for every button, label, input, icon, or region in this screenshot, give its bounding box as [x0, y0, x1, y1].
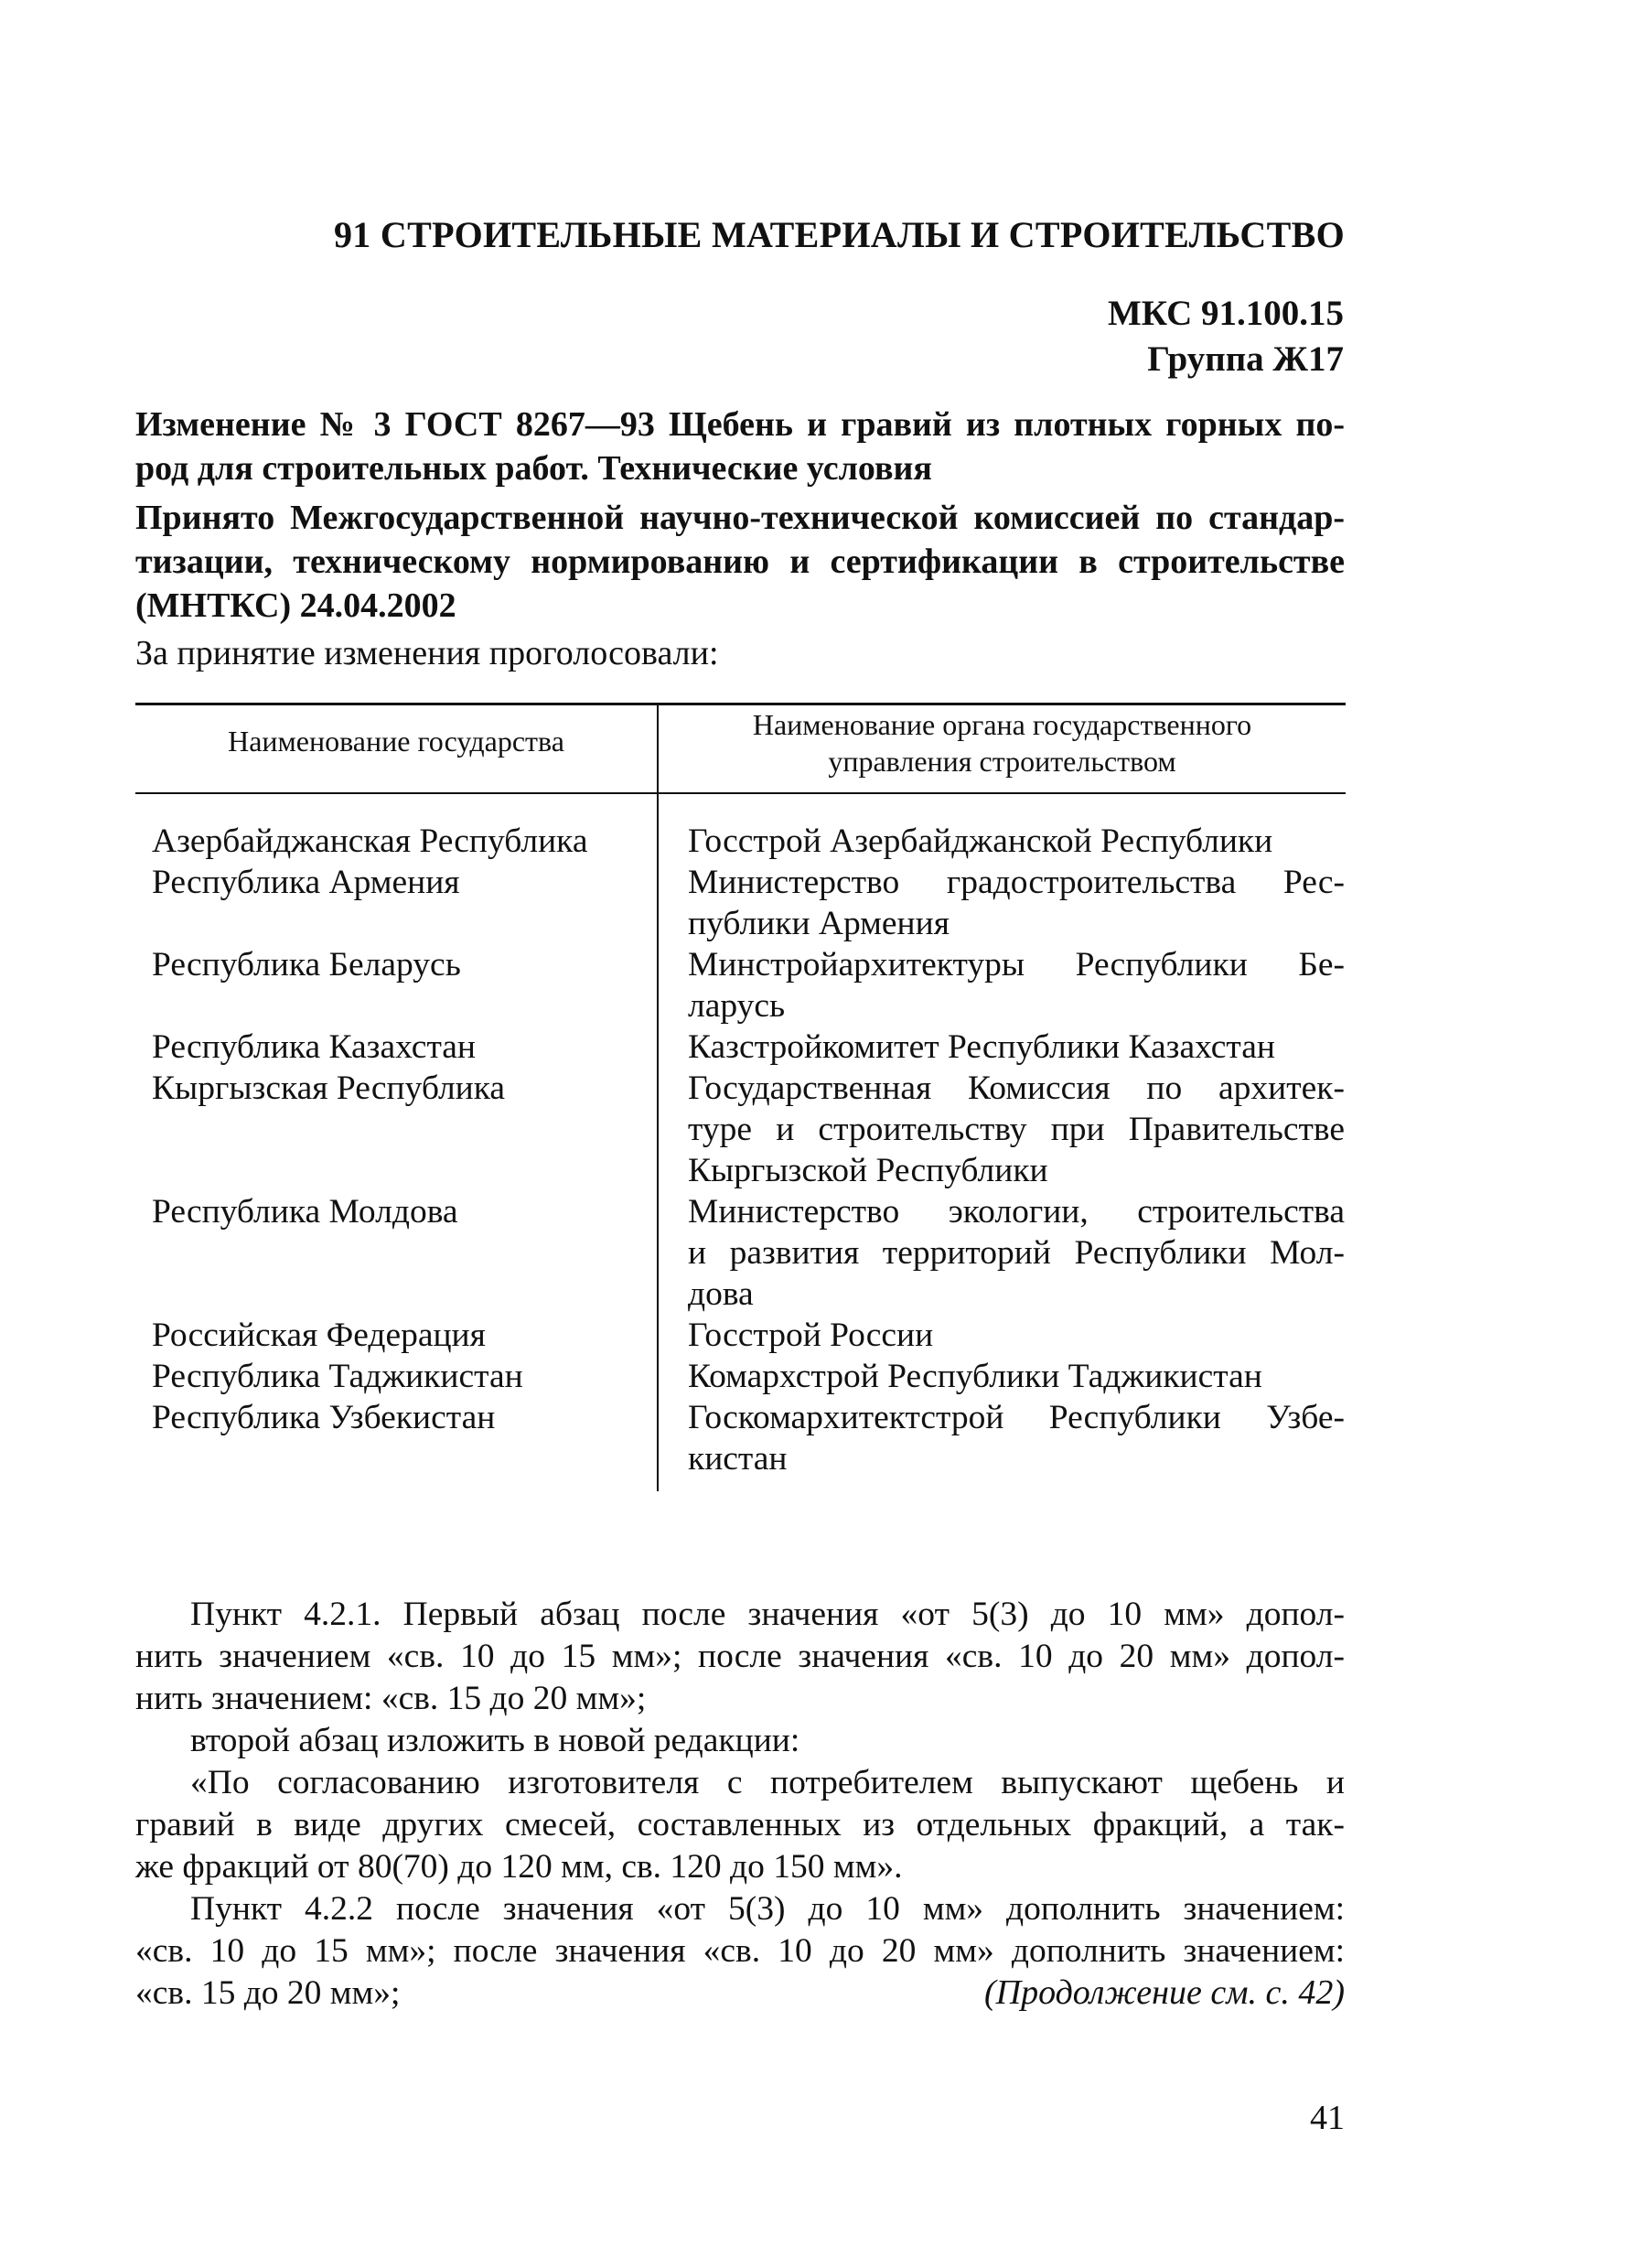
text-line: «св. 10 до 15 мм»; после значения «св. 10 до 20 мм» дополнить значением: [135, 1932, 1345, 1970]
text-line: «св. 15 до 20 мм»; [135, 1974, 401, 2012]
text-line: ларусь [688, 987, 786, 1025]
text-line: Казстройкомитет Республики Казахстан [688, 1028, 1275, 1066]
state-name: Республика Казахстан [152, 1028, 476, 1066]
text-line: Государственная Комиссия по архитек- [688, 1070, 1345, 1107]
text-line: Пункт 4.2.1. Первый абзац после значения «от 5(3) до 10 мм» допол- [190, 1596, 1345, 1633]
header-organ-line: Наименование органа государственного [752, 708, 1252, 741]
text-line: род для строительных работ. Технические условия [135, 449, 932, 488]
table-column-divider [657, 703, 659, 1491]
text-line: нить значением «св. 10 до 15 мм»; после значения «св. 10 до 20 мм» допол- [135, 1638, 1345, 1675]
organ-name [688, 944, 1345, 1027]
text-line: публики Армения [688, 905, 950, 942]
text-line: Кыргызской Республики [688, 1152, 1048, 1189]
text-line: Принято Межгосударственной научно-технической комиссией по стандар- [135, 499, 1345, 537]
text-line: второй абзац изложить в новой редакции: [190, 1722, 800, 1759]
state-name: Республика Узбекистан [152, 1399, 496, 1436]
page-number: 41 [1310, 2099, 1345, 2137]
organ-name [688, 1315, 1345, 1356]
state-name: Азербайджанская Республика [152, 822, 588, 860]
state-name: Кыргызская Республика [152, 1070, 506, 1107]
mks-code: МКС 91.100.15 [1107, 294, 1344, 333]
change-title [135, 403, 1345, 490]
text-line: гравий в виде других смесей, составленных из отдельных фракций, а так- [135, 1806, 1345, 1843]
body-paragraph [135, 1762, 1345, 1888]
section-heading: 91 СТРОИТЕЛЬНЫЕ МАТЕРИАЛЫ И СТРОИТЕЛЬСТВО [334, 214, 1345, 255]
text-line: Министерство градостроительства Рес- [688, 864, 1345, 901]
text-line: дова [688, 1275, 754, 1313]
organ-name [688, 862, 1345, 944]
text-line: Госкомархитектстрой Республики Узбе- [688, 1399, 1345, 1436]
organ-name [688, 1027, 1345, 1068]
organ-name [688, 1356, 1345, 1397]
text-line: кистан [688, 1440, 788, 1478]
text-line: Изменение № 3 ГОСТ 8267—93 Щебень и гравий из плотных горных по- [135, 405, 1345, 444]
state-name: Российская Федерация [152, 1317, 486, 1354]
text-line: тизации, техническому нормированию и сертификации в строительстве [135, 543, 1345, 581]
text-line: туре и строительству при Правительстве [688, 1111, 1345, 1148]
state-name: Республика Молдова [152, 1193, 458, 1231]
organ-name [688, 1191, 1345, 1315]
state-name: Республика Таджикистан [152, 1358, 523, 1395]
group-code: Группа Ж17 [1147, 339, 1344, 379]
text-line: (МНТКС) 24.04.2002 [135, 586, 456, 625]
header-organ-line: управления строительством [828, 745, 1176, 778]
continued-note: (Продолжение см. с. 42) [983, 1973, 1345, 2012]
text-line: Госстрой России [688, 1317, 934, 1354]
text-line: Минстройархитектуры Республики Бе- [688, 946, 1345, 984]
text-line: и развития территорий Республики Мол- [688, 1234, 1345, 1272]
state-name: Республика Беларусь [152, 946, 461, 984]
organ-name [688, 1397, 1345, 1479]
header-state: Наименование государства [228, 725, 564, 758]
text-line: Министерство экологии, строительства [688, 1193, 1345, 1231]
state-name: Республика Армения [152, 864, 460, 901]
organ-name [688, 1068, 1345, 1191]
body-paragraph [135, 1594, 1345, 1720]
table-top-rule [135, 703, 1346, 705]
voted-intro: За принятие изменения проголосовали: [135, 634, 719, 672]
text-line: же фракций от 80(70) до 120 мм, св. 120 до 150 мм». [135, 1848, 903, 1886]
text-line: Комархстрой Республики Таджикистан [688, 1358, 1262, 1395]
classification-block [1108, 291, 1344, 382]
text-line: «По согласованию изготовителя с потребителем выпускают щебень и [190, 1764, 1345, 1801]
organ-name [688, 821, 1345, 862]
table-header-rule [135, 792, 1346, 794]
body-paragraph [135, 1720, 1345, 1762]
text-line: Пункт 4.2.2 после значения «от 5(3) до 10 мм» дополнить значением: [190, 1890, 1345, 1928]
text-line: Госстрой Азербайджанской Республики [688, 822, 1273, 860]
accepted-by [135, 496, 1345, 628]
text-line: нить значением: «св. 15 до 20 мм»; [135, 1680, 647, 1717]
header-organ [659, 706, 1346, 779]
